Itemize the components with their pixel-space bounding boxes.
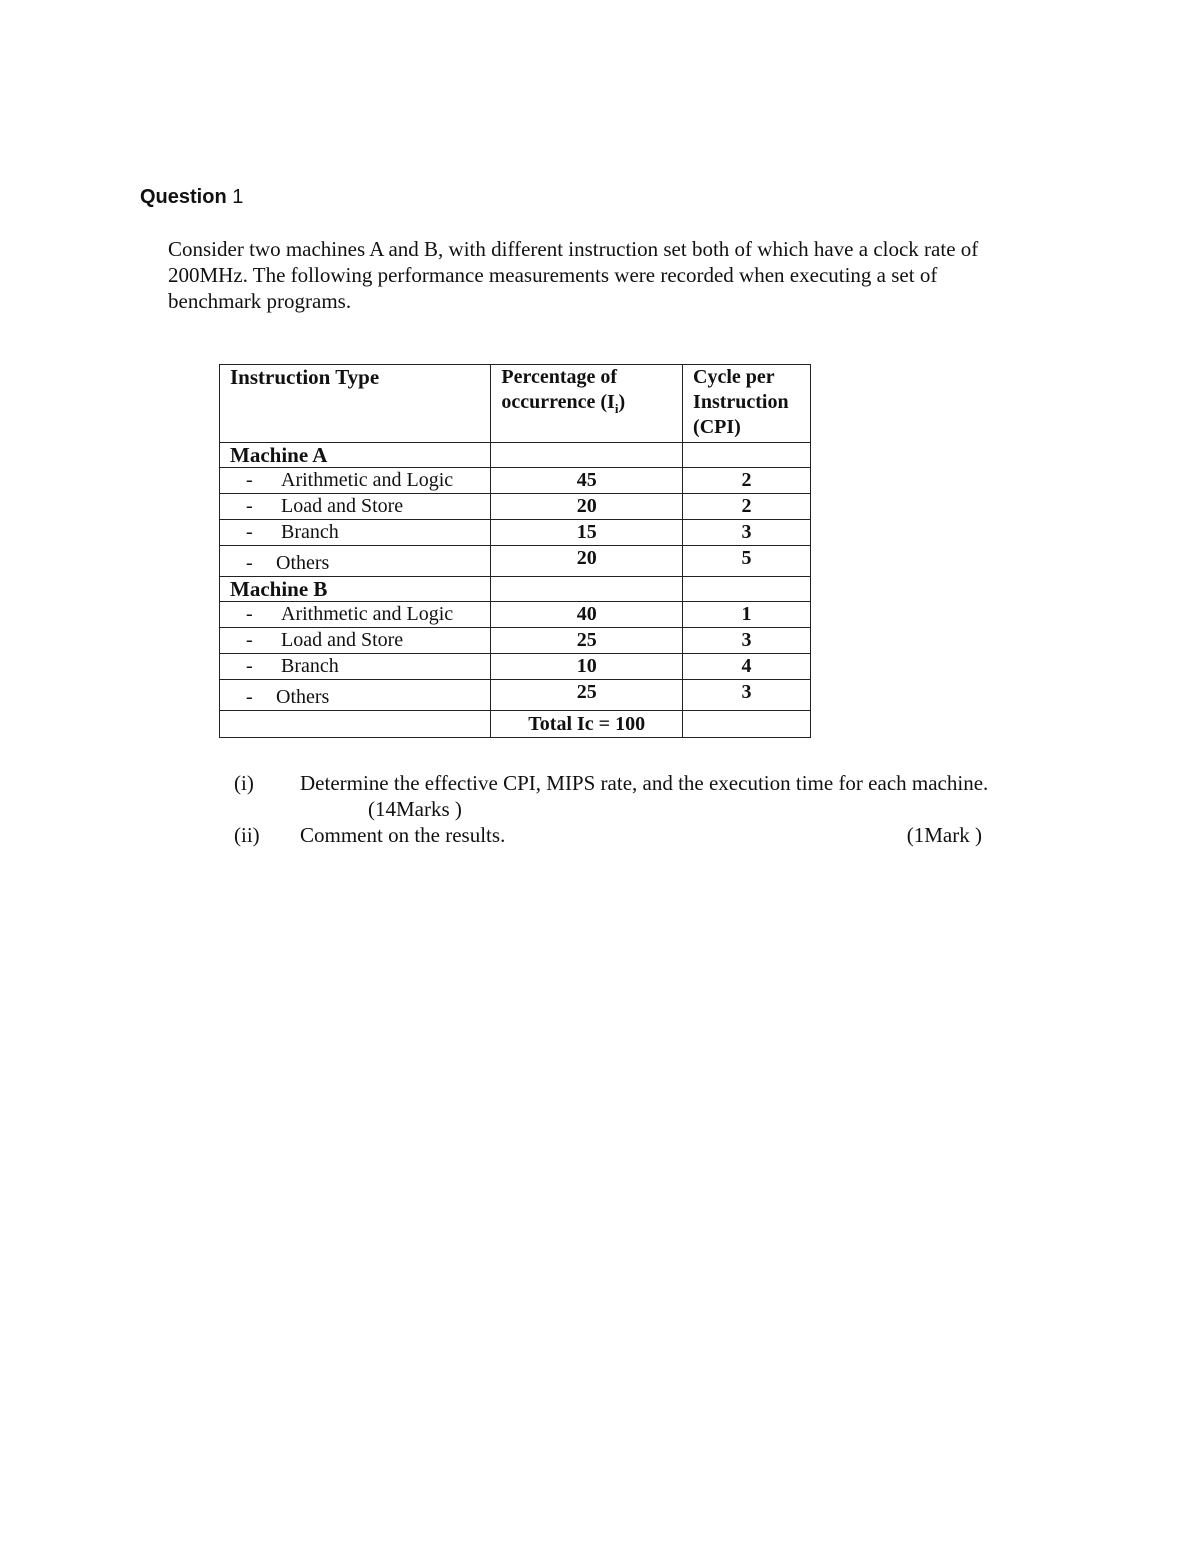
instruction-name	[220, 494, 491, 520]
header-instruction-type	[220, 365, 491, 443]
table-row	[220, 628, 811, 654]
instruction-name	[220, 520, 491, 546]
list-dash: -	[246, 603, 253, 625]
list-dash: -	[246, 629, 253, 651]
question-title	[140, 186, 243, 209]
percent-cell: 45	[491, 468, 683, 494]
table-cell	[220, 711, 491, 738]
list-dash: -	[246, 552, 253, 574]
question-intro: Consider two machines A and B, with different instruction set both of which have a clock rate of 200MHz. The following performance measurements were recorded when executing a set of benchmark programs.	[168, 237, 979, 313]
percent-cell: 10	[491, 654, 683, 680]
instruction-name	[220, 654, 491, 680]
list-dash: -	[246, 655, 253, 677]
header-cpi-line2: Instruction	[693, 391, 789, 413]
question-title-number: 1	[232, 186, 244, 208]
cpi-cell: 5	[683, 546, 811, 577]
table-row	[220, 546, 811, 577]
percent-cell: 15	[491, 520, 683, 546]
machine-a-label: Machine A	[220, 443, 491, 468]
header-cpi-line3: (CPI)	[693, 416, 741, 438]
instruction-name-text: Load and Store	[281, 495, 404, 517]
header-percentage	[491, 365, 683, 443]
machine-b-label: Machine B	[220, 577, 491, 602]
instruction-name-text: Others	[276, 686, 330, 708]
machine-a-row	[220, 443, 811, 468]
cpi-cell: 3	[683, 520, 811, 546]
cpi-cell: 2	[683, 468, 811, 494]
table-row	[220, 680, 811, 711]
table-row	[220, 520, 811, 546]
instruction-name	[220, 628, 491, 654]
instruction-name	[220, 680, 491, 711]
total-row	[220, 711, 811, 738]
task-label: (ii)	[234, 823, 260, 847]
cpi-cell: 3	[683, 680, 811, 711]
table-row	[220, 654, 811, 680]
header-percentage-subscript: i	[614, 401, 619, 416]
header-instruction-type-text: Instruction Type	[230, 365, 380, 389]
table-cell	[683, 443, 811, 468]
task-text: Determine the effective CPI, MIPS rate, and the execution time for each machine.	[300, 771, 989, 795]
list-dash: -	[246, 469, 253, 491]
table-row	[220, 494, 811, 520]
task-item-1	[234, 770, 994, 822]
header-percentage-line1: Percentage of	[501, 366, 618, 388]
cpi-cell: 3	[683, 628, 811, 654]
cpi-cell: 1	[683, 602, 811, 628]
table-header-row	[220, 365, 811, 443]
header-percentage-line2-text: occurrence (I	[501, 391, 615, 413]
table-cell	[683, 577, 811, 602]
instruction-name-text: Branch	[281, 521, 339, 543]
total-ic-cell: Total Ic = 100	[491, 711, 683, 738]
list-dash: -	[246, 521, 253, 543]
percent-cell: 20	[491, 546, 683, 577]
task-label: (i)	[234, 771, 254, 795]
cpi-cell: 2	[683, 494, 811, 520]
task-list	[234, 770, 994, 848]
machine-b-row	[220, 577, 811, 602]
percent-cell: 40	[491, 602, 683, 628]
instruction-name-text: Others	[276, 552, 330, 574]
instruction-name	[220, 602, 491, 628]
instruction-name	[220, 546, 491, 577]
table-cell	[683, 711, 811, 738]
percent-cell: 20	[491, 494, 683, 520]
instruction-name-text: Branch	[281, 655, 339, 677]
table-row	[220, 468, 811, 494]
task-item-2	[234, 822, 994, 848]
task-marks: (14Marks )	[368, 797, 462, 821]
instruction-name-text: Arithmetic and Logic	[281, 469, 454, 491]
task-marks: (1Mark )	[906, 823, 982, 847]
percent-cell: 25	[491, 680, 683, 711]
table-row	[220, 602, 811, 628]
task-text: Comment on the results.	[300, 823, 506, 847]
header-cpi	[683, 365, 811, 443]
list-dash: -	[246, 686, 253, 708]
cpi-cell: 4	[683, 654, 811, 680]
instruction-name-text: Arithmetic and Logic	[281, 603, 454, 625]
list-dash: -	[246, 495, 253, 517]
header-percentage-close: )	[618, 391, 626, 413]
instruction-name-text: Load and Store	[281, 629, 404, 651]
table-cell	[491, 443, 683, 468]
instruction-name	[220, 468, 491, 494]
table-cell	[491, 577, 683, 602]
question-title-word: Question	[140, 186, 227, 208]
header-cpi-line1: Cycle per	[693, 366, 775, 388]
performance-table	[219, 364, 811, 738]
header-percentage-line2	[501, 390, 672, 421]
percent-cell: 25	[491, 628, 683, 654]
